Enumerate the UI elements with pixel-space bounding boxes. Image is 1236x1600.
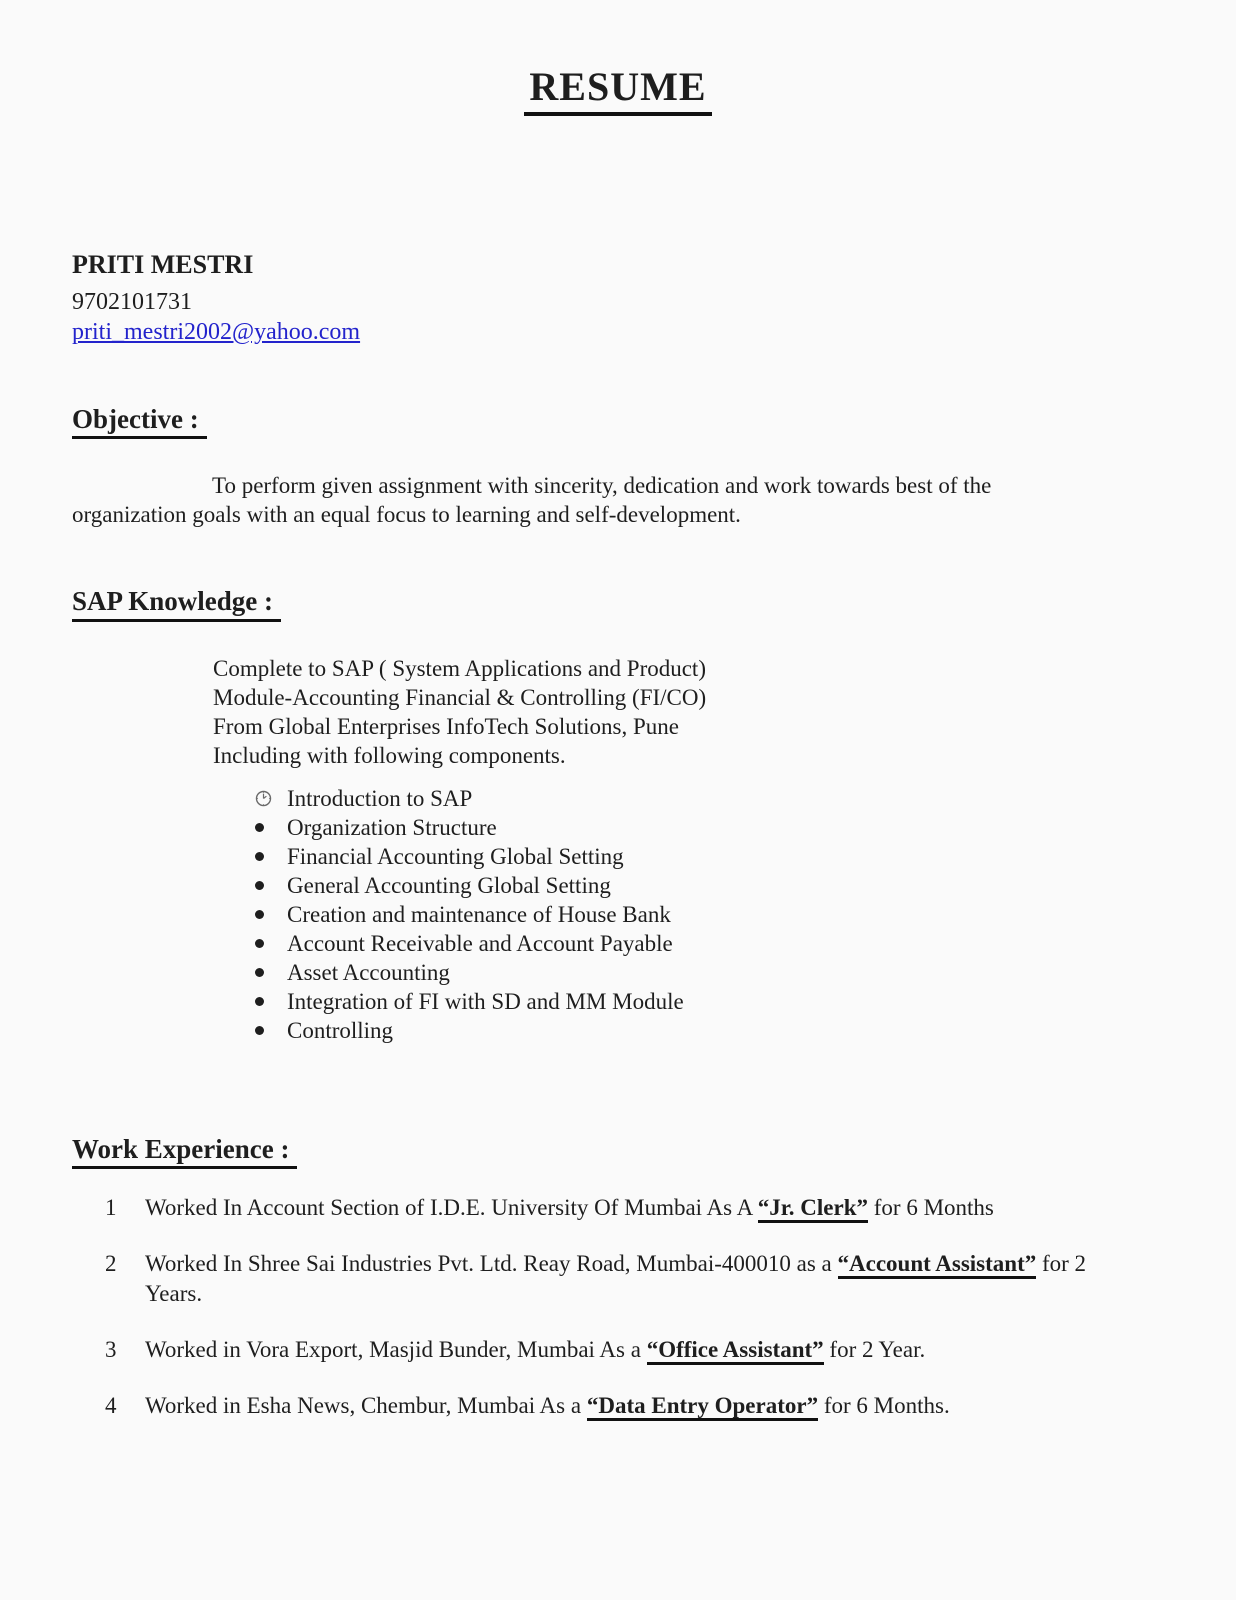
bullet-dot-icon [255,939,287,948]
list-item-label: Organization Structure [287,814,497,840]
list-item [255,784,1164,813]
bullet-dot-icon [255,823,287,832]
work-item-text [145,1335,1135,1365]
list-item-label: Controlling [287,1017,394,1043]
sap-intro-line: Complete to SAP ( System Applications and Product) [213,655,706,681]
sap-intro-block [213,654,1164,770]
work-item [105,1391,1164,1421]
objective-heading: Objective : [72,403,207,439]
list-item-label: Introduction to SAP [287,785,473,811]
list-item [255,813,1164,842]
work-item-number: 1 [105,1195,117,1221]
list-item-label: General Accounting Global Setting [287,872,611,898]
list-item [255,987,1164,1016]
list-item [255,871,1164,900]
work-item-post: for 2 Years. [145,1251,1087,1307]
list-item [255,842,1164,871]
work-item [105,1249,1164,1309]
bullet-dot-icon [255,910,287,919]
list-item [255,900,1164,929]
list-item [255,958,1164,987]
contact-block [72,249,1164,347]
list-item-label: Financial Accounting Global Setting [287,843,624,869]
work-heading: Work Experience : [72,1133,297,1169]
work-item-text [145,1391,1135,1421]
objective-section-heading [72,403,1164,439]
work-item-role: “Office Assistant” [647,1337,824,1365]
sap-intro-line: From Global Enterprises InfoTech Solutions, Pune [213,713,679,739]
bullet-dot-icon [255,997,287,1006]
bullet-dot-icon [255,968,287,977]
work-item-role: “Account Assistant” [838,1251,1037,1279]
work-item-post: for 6 Months. [818,1393,950,1419]
work-item-role: “Jr. Clerk” [758,1195,868,1223]
work-item-number: 2 [105,1251,117,1277]
page-title: RESUME [524,64,711,116]
work-section-heading [72,1133,1164,1169]
work-experience-list [72,1193,1164,1421]
list-item-label: Integration of FI with SD and MM Module [287,988,684,1014]
work-item-text [145,1249,1135,1309]
sap-intro-line: Including with following components. [213,742,566,768]
contact-name: PRITI MESTRI [72,250,254,279]
list-item-label: Creation and maintenance of House Bank [287,901,671,927]
work-item-role: “Data Entry Operator” [587,1393,818,1421]
contact-phone: 9702101731 [72,289,192,315]
email-link[interactable]: priti_mestri2002@yahoo.com [72,319,361,345]
list-item-label: Account Receivable and Account Payable [287,930,673,956]
clock-icon [255,790,287,807]
bullet-dot-icon [255,1026,287,1035]
work-item-pre: Worked In Shree Sai Industries Pvt. Ltd. Reay Road, Mumbai-400010 as a [145,1251,838,1277]
sap-components-list [72,784,1164,1045]
sap-heading: SAP Knowledge : [72,585,281,621]
sap-section-heading [72,585,1164,621]
work-item-post: for 2 Year. [823,1337,926,1363]
contact-email-row [72,317,1164,347]
work-item-post: for 6 Months [868,1195,994,1221]
work-item [105,1335,1164,1365]
list-item [255,1016,1164,1045]
work-item-text [145,1193,1135,1223]
work-item-pre: Worked In Account Section of I.D.E. University Of Mumbai As A [145,1195,758,1221]
bullet-dot-icon [255,881,287,890]
sap-intro-line: Module-Accounting Financial & Controlling (FI/CO) [213,684,707,710]
title-wrap [72,64,1164,116]
work-item-number: 3 [105,1337,117,1363]
bullet-dot-icon [255,852,287,861]
work-item-pre: Worked in Vora Export, Masjid Bunder, Mumbai As a [145,1337,647,1363]
objective-text: To perform given assignment with sincerity, dedication and work towards best of the organization goals with an equal focus to learning and self-development. [72,473,992,528]
list-item [255,929,1164,958]
work-item [105,1193,1164,1223]
work-item-number: 4 [105,1393,117,1419]
list-item-label: Asset Accounting [287,959,450,985]
work-item-pre: Worked in Esha News, Chembur, Mumbai As a [145,1393,587,1419]
